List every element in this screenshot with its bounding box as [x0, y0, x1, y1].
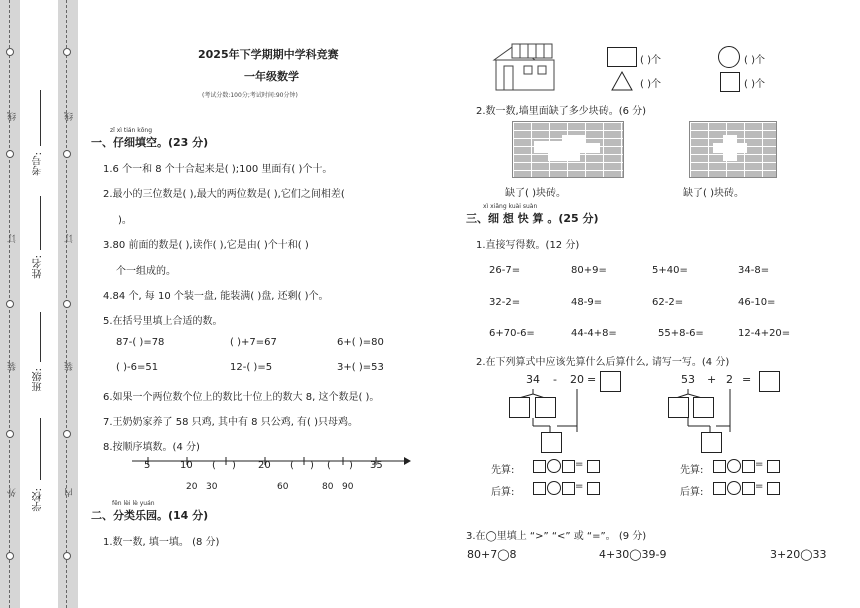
question-5: 5.在括号里填上合适的数。	[103, 316, 223, 327]
fill-blank-item: ( )-6=51	[116, 362, 159, 373]
house-picture	[490, 42, 560, 94]
question-1: 1.6 个一和 8 个十合起来是( );100 里面有( )个十。	[103, 164, 333, 175]
class-label: 班级:	[33, 368, 44, 392]
step-box[interactable]	[767, 460, 780, 473]
compare-item: 3+20◯33	[770, 548, 827, 561]
exam-info: (考试分数:100分;考试时间:90分钟)	[202, 92, 298, 99]
school-field[interactable]	[40, 418, 41, 480]
expr-number: 53	[681, 373, 695, 386]
step-operator-circle[interactable]	[727, 459, 741, 473]
calc-item: 6+70-6=	[489, 328, 535, 339]
step-box[interactable]	[767, 482, 780, 495]
step-operator-circle[interactable]	[727, 481, 741, 495]
first-step-label: 先算:	[680, 465, 704, 476]
first-step-label: 先算:	[491, 465, 515, 476]
step-box[interactable]	[587, 460, 600, 473]
binding-hole	[6, 150, 14, 158]
triangle-shape	[610, 70, 634, 92]
calc-item: 55+8-6=	[658, 328, 704, 339]
numline-hint: 20	[186, 482, 198, 492]
binding-hole	[63, 300, 71, 308]
then-step-label: 后算:	[680, 487, 704, 498]
question-6: 6.如果一个两位数个位上的数比十位上的数大 8, 这个数是( )。	[103, 392, 380, 403]
step-box[interactable]	[587, 482, 600, 495]
cut-mark: 线	[8, 112, 18, 121]
binding-hole	[63, 552, 71, 560]
calc-item: 44-4+8=	[571, 328, 617, 339]
step-box[interactable]	[562, 482, 575, 495]
step-equals: =	[575, 459, 584, 470]
question-order-of-ops: 2.在下列算式中应该先算什么后算什么, 请写一写。(4 分)	[476, 357, 730, 368]
school-label: 学校:	[33, 488, 44, 512]
fill-blank-item: ( )+7=67	[230, 337, 277, 348]
question-3-cont: 个一组成的。	[116, 266, 176, 277]
cut-mark: 内	[65, 488, 75, 497]
numline-blank: (	[290, 460, 294, 471]
missing-bricks-answer-1: 缺了( )块砖。	[505, 188, 566, 199]
cut-mark: 订	[8, 234, 18, 243]
expr-number: 34	[526, 373, 540, 386]
class-field[interactable]	[40, 312, 41, 362]
question-2: 2.最小的三位数是( ),最大的两位数是( ),它们之间相差(	[103, 189, 345, 200]
step-box[interactable]	[713, 482, 726, 495]
question-3: 3.80 前面的数是( ),读作( ),它是由( )个十和( )	[103, 240, 309, 251]
square-shape	[720, 72, 740, 92]
brick-wall-gap-2	[689, 121, 775, 176]
step-box[interactable]	[742, 482, 755, 495]
shape-count: ( )个	[744, 55, 765, 66]
exam-no-field[interactable]	[40, 90, 41, 146]
calc-item: 48-9=	[571, 297, 603, 308]
answer-box[interactable]	[535, 397, 556, 418]
step-operator-circle[interactable]	[547, 459, 561, 473]
numline-hint: 30	[206, 482, 218, 492]
fill-blank-item: 6+( )=80	[337, 337, 384, 348]
numline-hint: 90	[342, 482, 354, 492]
question-4: 4.84 个, 每 10 个装一盘, 能装满( )盘, 还剩( )个。	[103, 291, 329, 302]
question-missing-bricks: 2.数一数,墙里面缺了多少块砖。(6 分)	[476, 106, 647, 117]
calc-item: 62-2=	[652, 297, 684, 308]
answer-box[interactable]	[541, 432, 562, 453]
exam-subject: 一年级数学	[244, 70, 299, 83]
calc-item: 26-7=	[489, 265, 521, 276]
expr-operator: -	[553, 373, 557, 386]
step-equals: =	[755, 459, 764, 470]
then-step-label: 后算:	[491, 487, 515, 498]
question-compare: 3.在◯里填上 “>” “<” 或 “=”。 (9 分)	[466, 531, 647, 542]
section2-pinyin: fēn lèi lè yuán	[112, 500, 155, 507]
expr-operator: +	[707, 373, 717, 386]
binding-hole	[63, 430, 71, 438]
numline-label: 35	[370, 460, 383, 471]
calc-item: 46-10=	[738, 297, 776, 308]
numline-blank: )	[232, 460, 236, 471]
step-box[interactable]	[742, 460, 755, 473]
answer-box[interactable]	[701, 432, 722, 453]
binding-hole	[63, 150, 71, 158]
numline-label: 5	[144, 460, 151, 471]
section1-heading: 一、仔细填空。(23 分)	[91, 136, 209, 149]
step-equals: =	[575, 481, 584, 492]
binding-hole	[6, 300, 14, 308]
calc-item: 34-8=	[738, 265, 770, 276]
cut-mark: 线	[65, 112, 75, 121]
cut-mark: 订	[65, 234, 75, 243]
step-box[interactable]	[562, 460, 575, 473]
answer-box[interactable]	[509, 397, 530, 418]
fill-blank-item: 87-( )=78	[116, 337, 165, 348]
question-2-cont: )。	[118, 215, 132, 226]
binding-hole	[6, 430, 14, 438]
name-label: 姓名:	[33, 255, 44, 279]
section2-heading: 二、分类乐园。(14 分)	[91, 509, 209, 522]
cut-mark: 装	[65, 362, 75, 371]
expr-equals: =	[587, 373, 597, 386]
question-count-shapes: 1.数一数, 填一填。 (8 分)	[103, 537, 220, 548]
shape-count: ( )个	[744, 79, 765, 90]
binding-hole	[6, 552, 14, 560]
missing-bricks-answer-2: 缺了( )块砖。	[683, 188, 744, 199]
rectangle-shape	[607, 47, 637, 67]
expr-number: 2	[726, 373, 733, 386]
step-box[interactable]	[713, 460, 726, 473]
question-8: 8.按顺序填数。(4 分)	[103, 442, 200, 453]
numline-blank: (	[212, 460, 216, 471]
step-operator-circle[interactable]	[547, 481, 561, 495]
expr-number: 20	[570, 373, 584, 386]
numline-blank: )	[310, 460, 314, 471]
shape-count: ( )个	[640, 79, 661, 90]
numline-label: 20	[258, 460, 271, 471]
numline-blank: (	[327, 460, 331, 471]
number-line	[120, 452, 420, 498]
calc-item: 32-2=	[489, 297, 521, 308]
compare-item: 4+30◯39-9	[599, 548, 667, 561]
step-box[interactable]	[533, 482, 546, 495]
calc-item: 5+40=	[652, 265, 688, 276]
question-7: 7.王奶奶家养了 58 只鸡, 其中有 8 只公鸡, 有( )只母鸡。	[103, 417, 359, 428]
question-direct-calc: 1.直接写得数。(12 分)	[476, 240, 580, 251]
numline-blank: )	[349, 460, 353, 471]
calc-item: 80+9=	[571, 265, 607, 276]
section3-heading: 三、细 想 快 算 。(25 分)	[466, 212, 599, 225]
answer-box[interactable]	[668, 397, 689, 418]
step-box[interactable]	[533, 460, 546, 473]
fill-blank-item: 3+( )=53	[337, 362, 384, 373]
shape-count: ( )个	[640, 55, 661, 66]
fill-blank-item: 12-( )=5	[230, 362, 273, 373]
step-equals: =	[755, 481, 764, 492]
section3-pinyin: xì xiǎng kuài suàn	[483, 203, 538, 210]
exam-no-label: 考号:	[33, 152, 44, 176]
calc-item: 12-4+20=	[738, 328, 791, 339]
numline-label: 10	[180, 460, 193, 471]
numline-hint: 60	[277, 482, 289, 492]
binding-fields-area	[20, 0, 58, 608]
circle-shape	[718, 46, 740, 68]
section1-pinyin: zǐ xì tián kōng	[110, 127, 153, 134]
expr-equals: =	[742, 373, 752, 386]
binding-hole	[6, 48, 14, 56]
binding-hole	[63, 48, 71, 56]
name-field[interactable]	[40, 196, 41, 250]
compare-item: 80+7◯8	[467, 548, 517, 561]
cut-mark: 外	[8, 488, 18, 497]
brick-wall-gap-1	[512, 121, 622, 176]
answer-box[interactable]	[693, 397, 714, 418]
cut-mark: 装	[8, 362, 18, 371]
numline-hint: 80	[322, 482, 334, 492]
exam-title: 2025年下学期期中学科竞赛	[198, 48, 339, 61]
